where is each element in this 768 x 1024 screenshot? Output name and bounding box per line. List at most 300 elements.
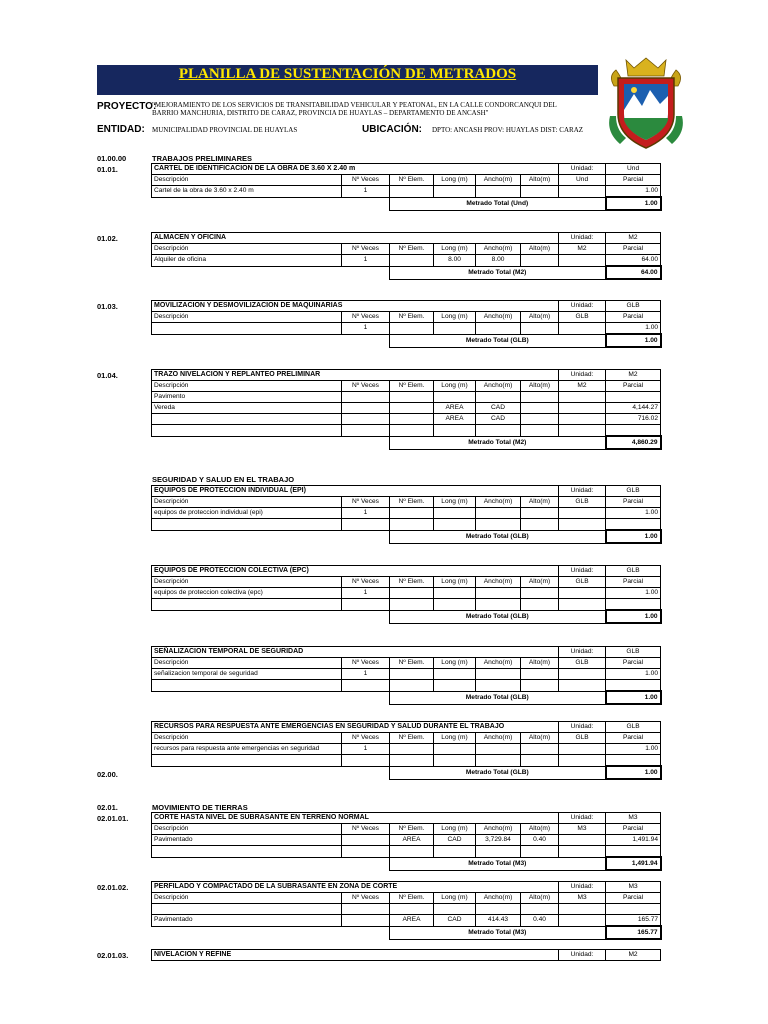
table-cell-veces [342,835,390,846]
table-cell-long [434,669,476,680]
table-cell [559,508,606,519]
unit-value: M2 [559,381,606,392]
table-cell-parcial: 165.77 [606,915,661,927]
table-cell-parcial: 64.00 [606,255,661,267]
column-header: Long (m) [434,658,476,669]
table-cell [152,530,390,543]
metrado-table-perfilado [151,881,662,940]
unit-label: Unidad: [559,882,606,893]
table-cell [152,766,390,779]
unit-value: M3 [606,882,661,893]
table-title-row [152,486,661,497]
unit-label: Unidad: [559,164,606,175]
table-cell-elem [390,186,434,198]
table-cell-veces [342,846,390,858]
column-header: Ancho(m) [476,893,521,904]
document-title: PLANILLA DE SUSTENTACIÓN DE METRADOS [178,66,517,82]
table-cell-veces [342,425,390,437]
column-header: Nº Veces [342,577,390,588]
table-cell-elem [390,669,434,680]
item-title: CORTE HASTA NIVEL DE SUBRASANTE EN TERRENO NORMAL [152,813,559,824]
table-cell [559,519,606,531]
column-header: Long (m) [434,381,476,392]
unit-value: Und [606,164,661,175]
unit-value: GLB [559,577,606,588]
table-cell-parcial: 1.00 [606,508,661,519]
table-cell-alto [521,744,559,755]
column-header: Parcial [606,312,661,323]
column-header: Ancho(m) [476,733,521,744]
table-cell-elem [390,508,434,519]
table-cell-alto: 0.40 [521,835,559,846]
table-cell-desc: señalizacion temporal de seguridad [152,669,342,680]
column-header: Descripción [152,244,342,255]
table-cell-desc [152,904,342,915]
project-text-line-1: "MEJORAMIENTO DE LOS SERVICIOS DE TRANSITABILIDAD VEHICULAR Y PEATONAL, EN LA CALLE CONDORCANQUI DEL [152,101,557,109]
column-header: Long (m) [434,577,476,588]
column-header: Alto(m) [521,733,559,744]
table-cell-ancho [476,846,521,858]
column-header: Alto(m) [521,175,559,186]
municipal-crest-logo [604,56,688,152]
entity-value: MUNICIPALIDAD PROVINCIAL DE HUAYLAS [152,126,298,134]
unit-label: Unidad: [559,301,606,312]
table-row [152,588,661,599]
project-label: PROYECTO: [97,101,157,112]
table-cell-elem [390,414,434,425]
total-row [152,197,661,210]
total-row [152,334,661,347]
metrado-table-cartel [151,163,662,211]
metrado-table-trazo [151,369,662,450]
unit-label: Unidad: [559,370,606,381]
column-header: Nº Elem. [390,381,434,392]
table-title-row [152,566,661,577]
unit-label: Unidad: [559,233,606,244]
table-cell [559,588,606,599]
total-value: 1.00 [606,334,661,347]
table-cell-alto [521,425,559,437]
table-row [152,392,661,403]
table-cell-desc: Vereda [152,403,342,414]
column-header-row [152,893,661,904]
unit-value: GLB [559,733,606,744]
unit-value: GLB [559,312,606,323]
table-cell-elem [390,403,434,414]
table-row [152,508,661,519]
column-header-row [152,175,661,186]
column-header: Ancho(m) [476,381,521,392]
table-title-row [152,301,661,312]
table-cell-long: AREA [434,414,476,425]
table-cell-desc [152,414,342,425]
total-value: 165.77 [606,926,661,939]
column-header: Alto(m) [521,577,559,588]
table-cell-desc [152,846,342,858]
unit-label: Unidad: [559,486,606,497]
column-header: Nº Elem. [390,824,434,835]
unit-value: Und [559,175,606,186]
table-cell-long [434,519,476,531]
column-header: Alto(m) [521,244,559,255]
table-cell [559,323,606,335]
table-cell-desc: Cartel de la obra de 3.60 x 2.40 m [152,186,342,198]
table-title-row [152,370,661,381]
code-label: 01.04. [97,371,118,380]
total-row [152,436,661,449]
item-title: NIVELACION Y REFINE [152,950,559,961]
total-value: 64.00 [606,266,661,279]
item-title: EQUIPOS DE PROTECCION COLECTIVA (EPC) [152,566,559,577]
table-cell-ancho: CAD [476,403,521,414]
column-header: Parcial [606,175,661,186]
code-label: 01.02. [97,234,118,243]
table-cell-long [434,599,476,611]
table-cell-alto [521,323,559,335]
table-cell [559,414,606,425]
table-cell-ancho: 414.43 [476,915,521,927]
total-label: Metrado Total (M2) [390,266,606,279]
column-header: Alto(m) [521,497,559,508]
table-cell [559,915,606,927]
unit-label: Unidad: [559,647,606,658]
column-header: Parcial [606,577,661,588]
column-header: Descripción [152,658,342,669]
table-cell-ancho: 8.00 [476,255,521,267]
table-cell-long: CAD [434,835,476,846]
unit-label: Unidad: [559,566,606,577]
table-cell-long: 8.00 [434,255,476,267]
table-cell-ancho: 3,729.84 [476,835,521,846]
table-cell-alto [521,599,559,611]
unit-value: M3 [559,824,606,835]
table-cell [559,669,606,680]
table-cell-ancho [476,425,521,437]
table-cell-alto [521,904,559,915]
column-header: Parcial [606,381,661,392]
table-cell-alto [521,680,559,692]
table-cell-desc: Pavimento [152,392,342,403]
column-header-row [152,577,661,588]
unit-value: GLB [606,647,661,658]
code-label: 02.01. [97,803,118,812]
table-cell-veces [342,392,390,403]
unit-value: M2 [606,950,661,961]
column-header: Ancho(m) [476,244,521,255]
table-cell [559,846,606,858]
metrado-table-epc [151,565,662,624]
code-label: 01.01. [97,165,118,174]
metrado-table-senal [151,646,662,705]
total-value: 1.00 [606,766,661,779]
column-header: Ancho(m) [476,312,521,323]
table-cell-parcial: 4,144.27 [606,403,661,414]
table-cell-elem [390,846,434,858]
table-cell-elem [390,255,434,267]
metrado-table-nivelacion [151,949,661,961]
total-row [152,610,661,623]
unit-value: M2 [559,244,606,255]
table-row [152,669,661,680]
table-title-row [152,164,661,175]
table-cell-desc: Alquiler de oficina [152,255,342,267]
unit-value: GLB [606,566,661,577]
location-label: UBICACIÓN: [362,124,422,135]
column-header: Descripción [152,381,342,392]
column-header: Nº Elem. [390,893,434,904]
table-row [152,323,661,335]
table-cell-parcial: 1.00 [606,744,661,755]
table-cell-elem [390,755,434,767]
column-header: Nº Veces [342,175,390,186]
unit-value: M3 [606,813,661,824]
unit-value: GLB [559,497,606,508]
table-row [152,846,661,858]
column-header: Nº Elem. [390,733,434,744]
unit-value: M2 [606,370,661,381]
column-header: Alto(m) [521,824,559,835]
code-label: 01.00.00 [97,154,127,163]
table-row [152,904,661,915]
table-cell-parcial: 716.02 [606,414,661,425]
table-cell-long [434,425,476,437]
table-cell-alto [521,846,559,858]
item-title: RECURSOS PARA RESPUESTA ANTE EMERGENCIAS EN SEGURIDAD Y SALUD DURANTE EL TRABAJO [152,722,559,733]
table-row [152,414,661,425]
column-header-row [152,733,661,744]
column-header: Parcial [606,244,661,255]
table-cell-parcial [606,425,661,437]
table-cell-desc [152,425,342,437]
total-row [152,266,661,279]
column-header: Alto(m) [521,312,559,323]
code-label: 01.03. [97,302,118,311]
table-cell [152,610,390,623]
item-title: SEÑALIZACION TEMPORAL DE SEGURIDAD [152,647,559,658]
column-header: Parcial [606,824,661,835]
table-cell-ancho: CAD [476,414,521,425]
table-cell-desc [152,519,342,531]
column-header: Descripción [152,824,342,835]
table-cell [152,926,390,939]
table-cell-long: AREA [434,403,476,414]
table-row [152,519,661,531]
total-label: Metrado Total (M2) [390,436,606,449]
column-header: Alto(m) [521,658,559,669]
item-title: MOVILIZACION Y DESMOVILIZACION DE MAQUINARIAS [152,301,559,312]
table-cell-long [434,323,476,335]
table-cell-ancho [476,669,521,680]
table-cell [559,186,606,198]
table-cell [152,691,390,704]
column-header: Nº Veces [342,893,390,904]
table-cell-desc: Pavimentado [152,915,342,927]
table-cell-desc: Pavimentado [152,835,342,846]
table-row [152,680,661,692]
table-cell [559,744,606,755]
total-value: 1.00 [606,610,661,623]
table-cell-elem [390,904,434,915]
table-row [152,403,661,414]
column-header-row [152,381,661,392]
metrado-table-movilizacion [151,300,662,348]
table-row [152,755,661,767]
metrado-table-corte [151,812,662,871]
section-heading: MOVIMIENTO DE TIERRAS [152,803,248,812]
table-cell [152,857,390,870]
table-cell-desc [152,755,342,767]
total-value: 1.00 [606,197,661,210]
table-title-row [152,882,661,893]
table-cell-parcial [606,904,661,915]
table-cell-parcial [606,392,661,403]
total-value: 4,860.29 [606,436,661,449]
total-value: 1.00 [606,691,661,704]
table-cell-alto [521,403,559,414]
column-header-row [152,312,661,323]
table-cell [559,425,606,437]
table-cell-ancho [476,904,521,915]
column-header: Nº Veces [342,312,390,323]
column-header: Descripción [152,312,342,323]
column-header-row [152,244,661,255]
total-value: 1.00 [606,530,661,543]
table-cell [559,835,606,846]
code-label: 02.00. [97,770,118,779]
table-cell [559,599,606,611]
unit-value: GLB [606,486,661,497]
code-label: 02.01.01. [97,814,129,823]
total-label: Metrado Total (GLB) [390,530,606,543]
table-row [152,425,661,437]
table-cell-alto [521,392,559,403]
column-header: Nº Veces [342,497,390,508]
column-header: Descripción [152,175,342,186]
table-cell-alto [521,588,559,599]
table-cell-veces [342,915,390,927]
table-cell-desc [152,599,342,611]
unit-value: M3 [559,893,606,904]
column-header: Nº Elem. [390,658,434,669]
column-header: Long (m) [434,244,476,255]
column-header-row [152,824,661,835]
location-value: DPTO: ANCASH PROV: HUAYLAS DIST: CARAZ [432,126,584,134]
unit-value: GLB [559,658,606,669]
table-row [152,599,661,611]
unit-label: Unidad: [559,950,606,961]
column-header: Nº Veces [342,244,390,255]
table-cell-elem [390,599,434,611]
column-header: Ancho(m) [476,824,521,835]
column-header: Long (m) [434,733,476,744]
total-row [152,857,661,870]
column-header: Nº Elem. [390,244,434,255]
table-cell-alto [521,186,559,198]
item-title: EQUIPOS DE PROTECCION INDIVIDUAL (EPI) [152,486,559,497]
table-cell-parcial [606,599,661,611]
table-cell-veces [342,755,390,767]
title-banner [97,65,598,95]
table-row [152,186,661,198]
metrado-table-epi [151,485,662,544]
table-cell-parcial: 1.00 [606,669,661,680]
unit-value: GLB [606,301,661,312]
table-cell-alto [521,669,559,680]
table-row [152,255,661,267]
column-header: Nº Veces [342,733,390,744]
table-cell-long [434,392,476,403]
table-cell-parcial: 1.00 [606,323,661,335]
total-label: Metrado Total (GLB) [390,766,606,779]
table-row [152,915,661,927]
total-row [152,691,661,704]
table-cell-parcial: 1.00 [606,186,661,198]
total-label: Metrado Total (GLB) [390,691,606,704]
table-cell-ancho [476,186,521,198]
unit-value: M2 [606,233,661,244]
column-header: Descripción [152,497,342,508]
unit-value: GLB [606,722,661,733]
table-cell [559,255,606,267]
section-heading: TRABAJOS PRELIMINARES [152,154,253,163]
table-cell-long [434,680,476,692]
table-cell [559,680,606,692]
column-header: Long (m) [434,312,476,323]
table-title-row [152,813,661,824]
table-cell [152,334,390,347]
table-cell-elem [390,588,434,599]
column-header: Nº Elem. [390,175,434,186]
table-cell-parcial [606,680,661,692]
column-header: Nº Veces [342,381,390,392]
table-cell-elem [390,392,434,403]
table-cell-ancho [476,599,521,611]
column-header: Nº Elem. [390,577,434,588]
table-cell-elem [390,519,434,531]
table-title-row [152,950,661,961]
metrado-table-almacen [151,232,662,280]
table-cell-desc [152,680,342,692]
table-cell-alto [521,755,559,767]
table-cell-ancho [476,588,521,599]
table-cell-alto [521,508,559,519]
table-cell-elem: AREA [390,835,434,846]
column-header: Ancho(m) [476,658,521,669]
table-cell-alto: 0.40 [521,915,559,927]
table-cell-veces [342,414,390,425]
item-title: ALMACEN Y OFICINA [152,233,559,244]
table-cell-veces [342,904,390,915]
table-cell-desc: equipos de proteccion colectiva (epc) [152,588,342,599]
table-cell-ancho [476,744,521,755]
table-cell-long [434,186,476,198]
column-header: Alto(m) [521,893,559,904]
table-cell-desc: equipos de proteccion individual (epi) [152,508,342,519]
column-header: Descripción [152,577,342,588]
table-cell-parcial [606,846,661,858]
table-cell-long [434,508,476,519]
table-cell [559,392,606,403]
column-header: Parcial [606,733,661,744]
total-label: Metrado Total (Und) [390,197,606,210]
column-header: Ancho(m) [476,175,521,186]
code-label: 02.01.02. [97,883,129,892]
total-row [152,766,661,779]
table-cell-desc: recursos para respuesta ante emergencias en seguridad [152,744,342,755]
table-cell-veces [342,403,390,414]
table-cell-elem [390,323,434,335]
item-title: CARTEL DE IDENTIFICACION DE LA OBRA DE 3.60 X 2.40 m [152,164,559,175]
